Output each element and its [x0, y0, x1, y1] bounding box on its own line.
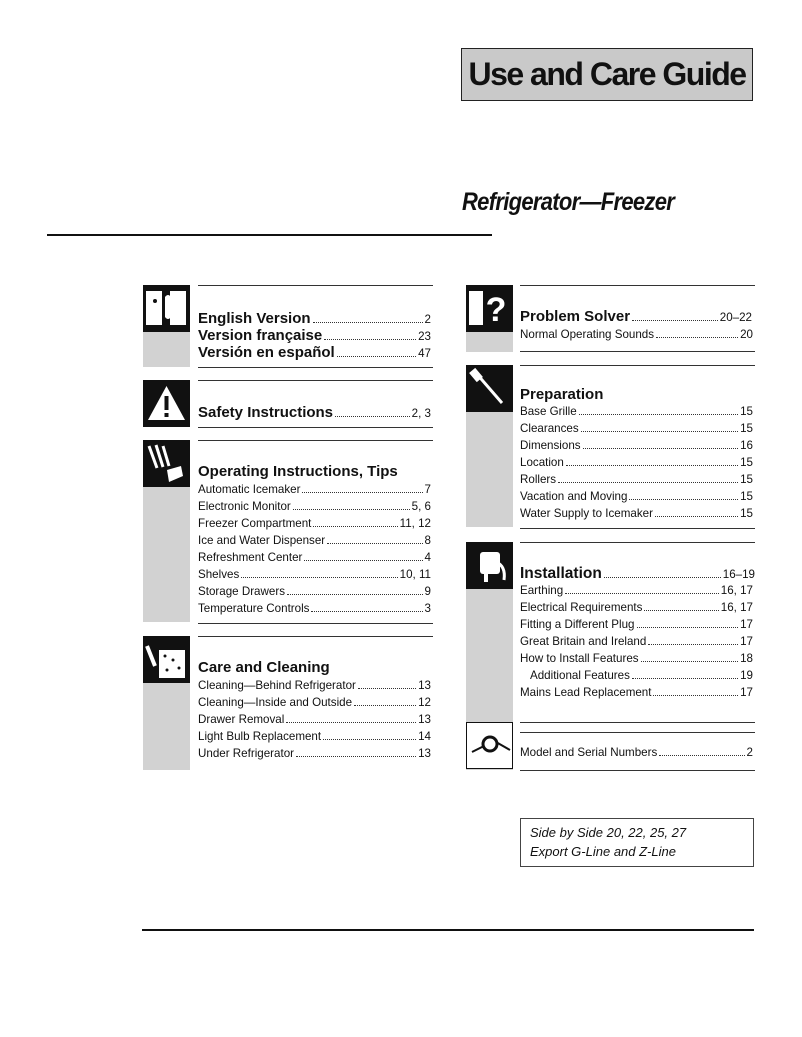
- toc-page: 19: [740, 669, 753, 682]
- toc-entry[interactable]: [198, 568, 431, 581]
- toc-label: Clearances: [520, 422, 579, 435]
- toc-entry[interactable]: [520, 422, 753, 435]
- toc-page: 16–19: [722, 568, 755, 581]
- leader-dots: [354, 704, 416, 706]
- section-rule: [198, 285, 433, 286]
- leader-dots: [311, 610, 422, 612]
- leader-dots: [579, 413, 738, 415]
- question-hand-icon: [466, 285, 513, 332]
- leader-dots: [641, 660, 739, 662]
- section-rule: [520, 285, 755, 286]
- section-heading: Preparation: [520, 386, 604, 403]
- leader-dots: [304, 559, 422, 561]
- toc-label: Dimensions: [520, 439, 581, 452]
- toc-page: 17: [740, 635, 753, 648]
- leader-dots: [327, 542, 422, 544]
- toc-page: 2, 3: [411, 407, 431, 420]
- toc-entry[interactable]: [520, 507, 753, 520]
- section-heading: Operating Instructions, Tips: [198, 463, 398, 480]
- section-rule: [198, 427, 433, 428]
- sponge-hand-icon: [143, 636, 190, 683]
- guide-title: Use and Care Guide: [461, 48, 753, 101]
- section-rule: [198, 367, 433, 368]
- toc-page: 5, 6: [411, 500, 431, 513]
- toc-entry[interactable]: [520, 584, 753, 597]
- toc-page: 17: [740, 618, 753, 631]
- toc-page: 20: [740, 328, 753, 341]
- toc-label: Model and Serial Numbers: [520, 746, 658, 759]
- leader-dots: [335, 416, 410, 417]
- toc-label: Freezer Compartment: [198, 517, 312, 530]
- toc-entry[interactable]: [198, 517, 431, 530]
- toc-entry[interactable]: [520, 308, 752, 325]
- model-line-2: Export G-Line and Z-Line: [530, 844, 676, 859]
- toc-label: Electrical Requirements: [520, 601, 643, 614]
- toc-label: Cleaning—Inside and Outside: [198, 696, 353, 709]
- toc-entry[interactable]: [198, 679, 431, 692]
- toc-entry[interactable]: [520, 439, 753, 452]
- toc-label: Vacation and Moving: [520, 490, 628, 503]
- warning-triangle-icon: [143, 380, 190, 427]
- toc-entry[interactable]: [198, 747, 431, 760]
- leader-dots: [337, 356, 416, 357]
- toc-page: 3: [424, 602, 431, 615]
- toc-page: 13: [418, 747, 431, 760]
- toc-label: Additional Features: [530, 669, 630, 682]
- leader-dots: [358, 687, 416, 689]
- toc-label: Mains Lead Replacement: [520, 686, 652, 699]
- section-rule: [520, 770, 755, 771]
- leader-dots: [313, 322, 423, 323]
- toc-entry[interactable]: [198, 713, 431, 726]
- toc-page: 15: [740, 490, 753, 503]
- leader-dots: [241, 576, 397, 578]
- plug-icon: [466, 542, 513, 589]
- toc-entry[interactable]: [198, 730, 431, 743]
- toc-label: Location: [520, 456, 564, 469]
- product-title: Refrigerator—Freezer: [462, 188, 675, 216]
- toc-page: 23: [418, 330, 431, 343]
- toc-page: 13: [418, 713, 431, 726]
- toc-page: 8: [424, 534, 431, 547]
- toc-label: English Version: [198, 310, 311, 327]
- toc-label: Light Bulb Replacement: [198, 730, 322, 743]
- leader-dots: [302, 491, 422, 493]
- toc-page: 2: [746, 746, 753, 759]
- toc-label: Storage Drawers: [198, 585, 285, 598]
- leader-dots: [637, 626, 739, 628]
- leader-dots: [286, 721, 416, 723]
- leader-dots: [632, 320, 718, 321]
- toc-entry[interactable]: [198, 483, 431, 496]
- leader-dots: [296, 755, 416, 757]
- toc-entry[interactable]: [520, 490, 753, 503]
- svg-text:?: ?: [485, 291, 507, 329]
- leader-dots: [565, 592, 719, 594]
- toc-page: 4: [424, 551, 431, 564]
- model-line-1: Side by Side 20, 22, 25, 27: [530, 825, 687, 840]
- leader-dots: [644, 609, 718, 611]
- toc-label: Version française: [198, 327, 323, 344]
- section-heading: Care and Cleaning: [198, 659, 330, 676]
- toc-entry[interactable]: [520, 635, 753, 648]
- toc-page: 20–22: [719, 311, 752, 324]
- toc-entry[interactable]: [198, 585, 431, 598]
- magnifier-label-icon: [466, 722, 513, 769]
- section-rule: [198, 636, 433, 637]
- toc-entry[interactable]: [520, 686, 753, 699]
- toc-page: 15: [740, 405, 753, 418]
- toc-label: Normal Operating Sounds: [520, 328, 655, 341]
- toc-page: 17: [740, 686, 753, 699]
- section-rule: [198, 623, 433, 624]
- leader-dots: [653, 694, 738, 696]
- bottom-rule: [142, 929, 754, 931]
- leader-dots: [648, 643, 738, 645]
- toc-label: Refreshment Center: [198, 551, 303, 564]
- toc-label: Versión en español: [198, 344, 335, 361]
- screwdriver-hand-icon: [466, 365, 513, 412]
- toc-entry[interactable]: [520, 618, 753, 631]
- leader-dots: [583, 447, 739, 449]
- leader-dots: [656, 336, 738, 338]
- leader-dots: [323, 738, 416, 740]
- leader-dots: [655, 515, 738, 517]
- toc-entry[interactable]: [520, 456, 753, 469]
- toc-page: 11, 12: [399, 517, 431, 530]
- toc-label: Water Supply to Icemaker: [520, 507, 653, 520]
- toc-label: Safety Instructions: [198, 404, 334, 421]
- leader-dots: [566, 464, 738, 466]
- toc-entry[interactable]: [520, 652, 753, 665]
- book-hand-icon: [143, 285, 190, 332]
- toc-page: 15: [740, 507, 753, 520]
- toc-page: 12: [418, 696, 431, 709]
- toc-entry[interactable]: [198, 310, 431, 327]
- toc-page: 15: [740, 473, 753, 486]
- toc-page: 15: [740, 456, 753, 469]
- toc-label: Temperature Controls: [198, 602, 310, 615]
- toc-page: 16, 17: [720, 601, 753, 614]
- toc-entry[interactable]: [198, 404, 431, 421]
- top-rule: [47, 234, 492, 236]
- toc-entry[interactable]: [520, 473, 753, 486]
- section-rule: [520, 365, 755, 366]
- toc-entry[interactable]: [198, 344, 431, 361]
- toc-label: Base Grille: [520, 405, 577, 418]
- leader-dots: [558, 481, 738, 483]
- toc-entry[interactable]: [198, 500, 431, 513]
- toc-entry[interactable]: [520, 565, 755, 583]
- section-rule: [198, 440, 433, 441]
- toc-entry[interactable]: [198, 327, 431, 344]
- toc-entry[interactable]: [520, 405, 753, 418]
- toc-label: Great Britain and Ireland: [520, 635, 647, 648]
- toc-page: 10, 11: [399, 568, 431, 581]
- hand-pointer-icon: [143, 440, 190, 487]
- leader-dots: [313, 525, 397, 527]
- toc-page: 7: [424, 483, 431, 496]
- leader-dots: [604, 577, 721, 578]
- toc-page: 47: [418, 347, 431, 360]
- toc-page: 13: [418, 679, 431, 692]
- section-rule: [520, 542, 755, 543]
- toc-label: Rollers: [520, 473, 557, 486]
- toc-page: 18: [740, 652, 753, 665]
- toc-label: Problem Solver: [520, 308, 631, 325]
- toc-label: Earthing: [520, 584, 564, 597]
- leader-dots: [629, 498, 738, 500]
- toc-label: Shelves: [198, 568, 240, 581]
- toc-page: 9: [424, 585, 431, 598]
- toc-entry[interactable]: [530, 669, 753, 682]
- toc-entry[interactable]: [520, 601, 753, 614]
- section-rule: [520, 722, 755, 723]
- toc-entry[interactable]: [198, 551, 431, 564]
- leader-dots: [581, 430, 738, 432]
- toc-label: Electronic Monitor: [198, 500, 291, 513]
- section-rule: [520, 528, 755, 529]
- toc-page: 16: [740, 439, 753, 452]
- leader-dots: [287, 593, 423, 595]
- toc-page: 14: [418, 730, 431, 743]
- section-rule: [520, 732, 755, 733]
- toc-entry[interactable]: [198, 534, 431, 547]
- leader-dots: [293, 508, 410, 510]
- toc-entry[interactable]: [198, 696, 431, 709]
- toc-label: Cleaning—Behind Refrigerator: [198, 679, 356, 692]
- toc-entry[interactable]: [198, 602, 431, 615]
- toc-entry[interactable]: [520, 328, 753, 341]
- toc-label: Under Refrigerator: [198, 747, 295, 760]
- toc-label: Fitting a Different Plug: [520, 618, 635, 631]
- toc-label: Ice and Water Dispenser: [198, 534, 326, 547]
- section-rule: [198, 380, 433, 381]
- toc-label: Installation: [520, 565, 602, 582]
- leader-dots: [324, 339, 416, 340]
- toc-label: Drawer Removal: [198, 713, 285, 726]
- toc-page: 15: [740, 422, 753, 435]
- leader-dots: [659, 754, 744, 756]
- leader-dots: [632, 677, 738, 679]
- toc-page: 16, 17: [720, 584, 753, 597]
- model-info-box: [520, 818, 754, 867]
- section-rule: [520, 351, 755, 352]
- toc-page: 2: [424, 313, 431, 326]
- toc-label: Automatic Icemaker: [198, 483, 301, 496]
- toc-label: How to Install Features: [520, 652, 639, 665]
- toc-entry[interactable]: [520, 746, 753, 759]
